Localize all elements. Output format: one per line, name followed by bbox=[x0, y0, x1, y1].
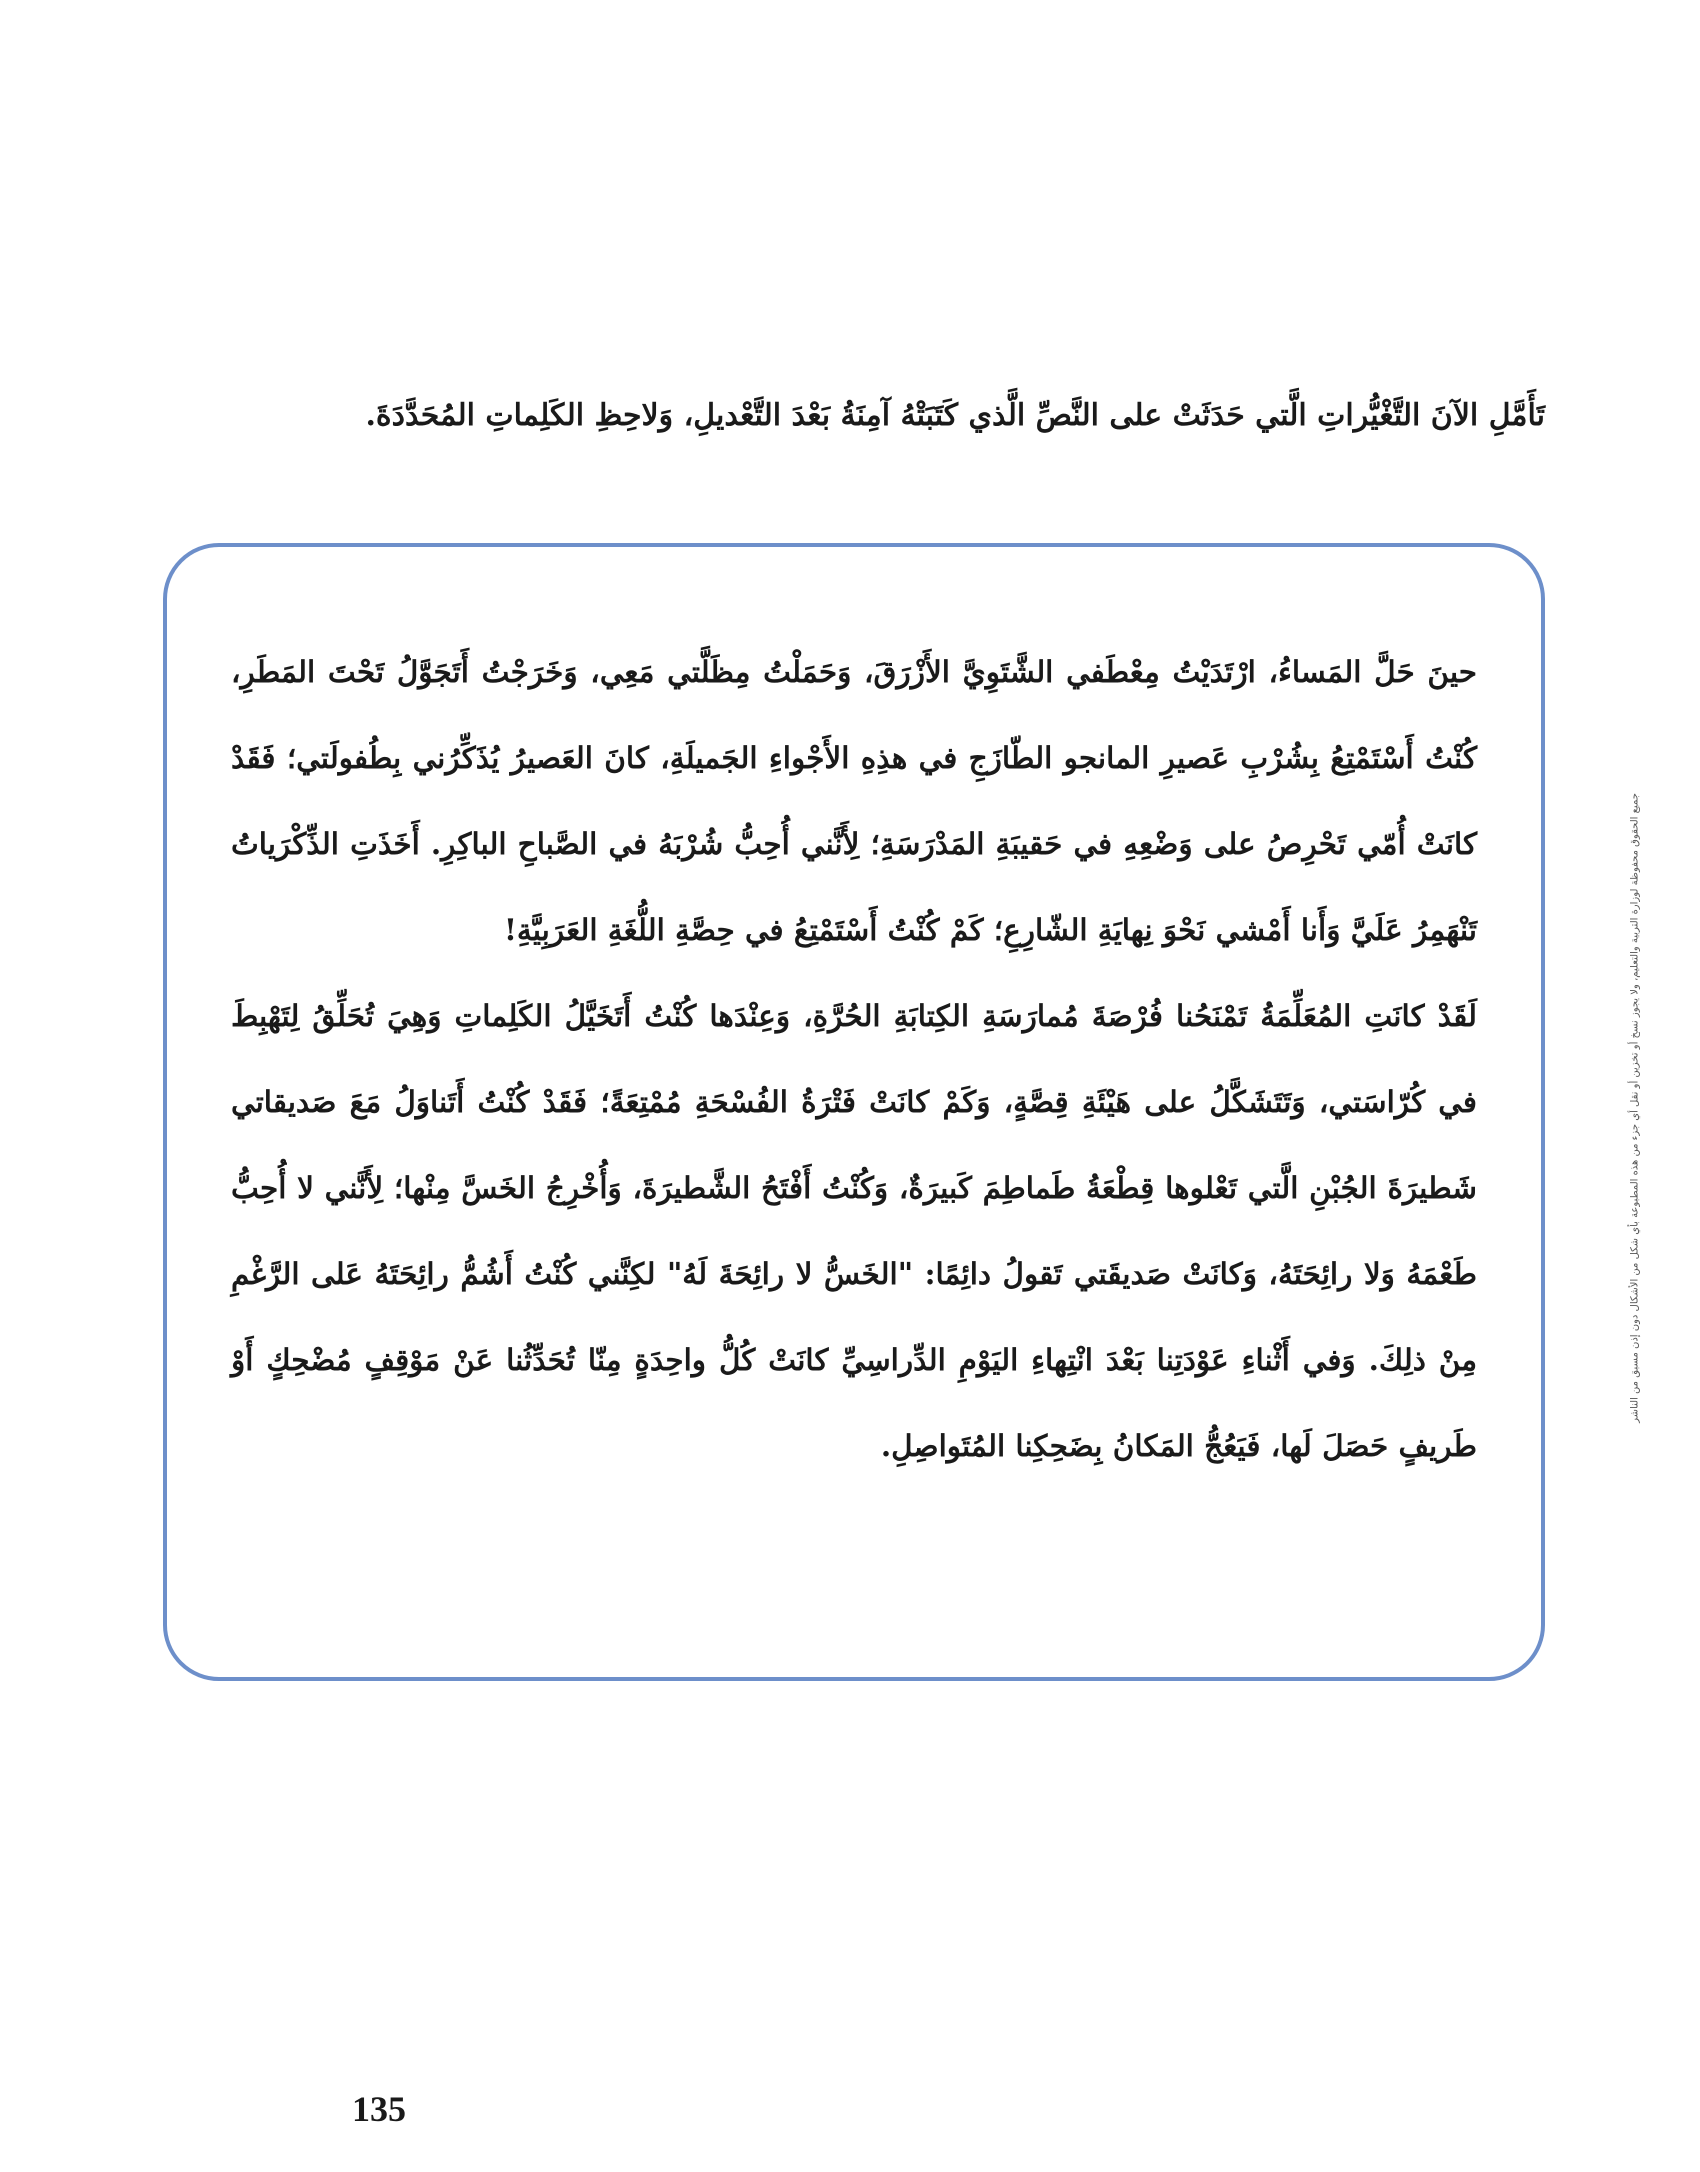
page-number: 135 bbox=[352, 2089, 406, 2129]
copyright-side-note bbox=[1625, 500, 1645, 1715]
copyright-text: جميع الحقوق محفوظة لوزارة التربية والتعليم، ولا يجوز نسخ أو تخزين أو نقل أي جزء من هذه المطبوعة بأي شكل من الأشكال دون إذن مسبق من الناشر bbox=[1629, 792, 1641, 1423]
passage-box bbox=[163, 543, 1545, 1681]
instruction-heading: تَأَمَّلِ الآنَ التَّغْيُّراتِ الَّتي حَدَثَتْ على النَّصِّ الَّذي كَتَبَتْهُ آمِنَةُ بَعْدَ التَّعْديلِ، وَلاحِظِ الكَلِماتِ المُحَدَّدَةَ. bbox=[365, 398, 1545, 433]
passage-paragraph-1: حينَ حَلَّ المَساءُ، ارْتَدَيْتُ مِعْطَفي الشَّتَوِيَّ الأَزْرَقَ، وَحَمَلْتُ مِظَلَّتي مَعِي، وَخَرَجْتُ أَتَجَوَّلُ تَحْتَ المَطَرِ، كُنْتُ أَسْتَمْتِعُ بِشُرْبِ عَصيرِ المانجو الطّازَجِ في هذِهِ الأَجْواءِ الجَميلَةِ، كانَ العَصيرُ يُذَكِّرُني بِطُفولَتي؛ فَقَدْ كانَتْ أُمّي تَحْرِصُ على وَضْعِهِ في حَقيبَةِ المَدْرَسَةِ؛ لِأَنَّني أُحِبُّ شُرْبَهُ في الصَّباحِ الباكِرِ. أَخَذَتِ الذِّكْرَياتُ تَنْهَمِرُ عَلَيَّ وَأَنا أَمْشي نَحْوَ نِهايَةِ الشّارِعِ؛ كَمْ كُنْتُ أَسْتَمْتِعُ في حِصَّةِ اللُّغَةِ العَرَبِيَّةِ! bbox=[231, 654, 1477, 947]
passage-paragraph-2: لَقَدْ كانَتِ المُعَلِّمَةُ تَمْنَحُنا فُرْصَةَ مُمارَسَةِ الكِتابَةِ الحُرَّةِ، وَعِنْدَها كُنْتُ أَتَخَيَّلُ الكَلِماتِ وَهِيَ تُحَلِّقُ لِتَهْبِطَ في كُرّاسَتي، وَتَتَشَكَّلُ على هَيْئَةِ قِصَّةٍ، وَكَمْ كانَتْ فَتْرَةُ الفُسْحَةِ مُمْتِعَةً؛ فَقَدْ كُنْتُ أَتَناوَلُ مَعَ صَديقاتي شَطيرَةَ الجُبْنِ الَّتي تَعْلوها قِطْعَةُ طَماطِمَ كَبيرَةٌ، وَكُنْتُ أَفْتَحُ الشَّطيرَةَ، وَأُخْرِجُ الخَسَّ مِنْها؛ لِأَنَّني لا أُحِبُّ طَعْمَهُ وَلا رائِحَتَهُ، وَكانَتْ صَديقَتي تَقولُ دائِمًا: "الخَسُّ لا رائِحَةَ لَهُ" لكِنَّني كُنْتُ أَشُمُّ رائِحَتَهُ عَلى الرَّغْمِ مِنْ ذلِكَ. وَفي أَثْناءِ عَوْدَتِنا بَعْدَ انْتِهاءِ اليَوْمِ الدِّراسِيِّ كانَتْ كُلُّ واحِدَةٍ مِنّا تُحَدِّثُنا عَنْ مَوْقِفٍ مُضْحِكٍ أَوْ طَريفٍ حَصَلَ لَها، فَيَعُجُّ المَكانُ بِضَحِكِنا المُتَواصِلِ. bbox=[231, 998, 1478, 1463]
